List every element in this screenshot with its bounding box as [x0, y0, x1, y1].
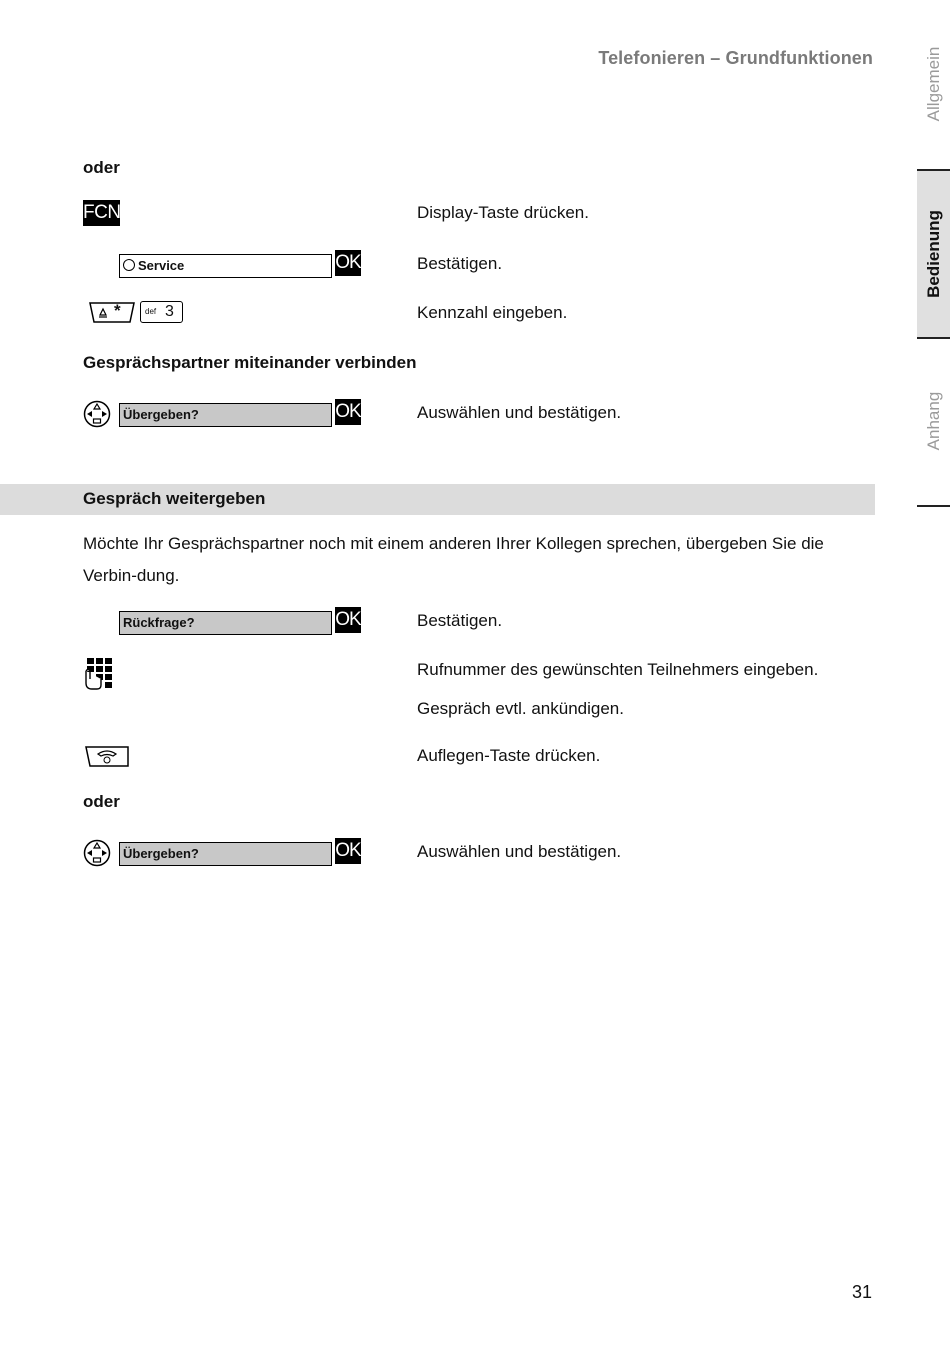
- display-service: [119, 254, 332, 278]
- code-instruction: Kennzahl eingeben.: [417, 303, 568, 322]
- select-confirm-instruction-2: Auswählen und bestätigen.: [417, 842, 622, 861]
- hangup-instruction: Auflegen-Taste drücken.: [417, 746, 601, 765]
- ok-key-icon-3: OK: [335, 607, 361, 633]
- three-glyph: 3: [165, 303, 174, 320]
- announce-instruction: Gespräch evtl. ankündigen.: [417, 699, 624, 718]
- oder-label-2: oder: [83, 792, 120, 811]
- fcn-instruction: Display-Taste drücken.: [417, 203, 589, 222]
- display-uebergeben-1: Übergeben?: [119, 403, 332, 427]
- def-glyph: def: [145, 307, 157, 316]
- navigation-key-icon-2: [83, 839, 111, 867]
- star-glyph: *: [114, 301, 121, 320]
- three-key-icon: [140, 301, 183, 323]
- select-confirm-instruction-1: Auswählen und bestätigen.: [417, 403, 622, 422]
- section-heading-bar: [0, 484, 875, 515]
- page-header-title: Telefonieren – Grundfunktionen: [598, 48, 873, 68]
- ok-key-icon-4: OK: [335, 838, 361, 864]
- section-paragraph: Möchte Ihr Gesprächspartner noch mit einem anderen Ihrer Kollegen sprechen, übergeben Sie die Verbin-dung.: [83, 534, 824, 585]
- tab-anhang-label: Anhang: [923, 391, 943, 451]
- fcn-key-icon: FCN: [83, 200, 120, 226]
- ok-key-icon-2: OK: [335, 399, 361, 425]
- display-uebergeben-2: Übergeben?: [119, 842, 332, 866]
- tab-allgemein-label: Allgemein: [923, 46, 943, 122]
- oder-label-1: oder: [83, 158, 120, 177]
- navigation-key-icon: [83, 400, 111, 428]
- rueckfrage-instruction: Bestätigen.: [417, 611, 503, 630]
- star-key-icon: [88, 301, 136, 324]
- tab-anhang[interactable]: [917, 339, 950, 507]
- tab-bedienung-label: Bedienung: [923, 210, 943, 298]
- keypad-icon: [83, 657, 115, 691]
- service-instruction: Bestätigen.: [417, 254, 503, 273]
- ok-key-icon: OK: [335, 250, 361, 276]
- page-number: 31: [851, 1282, 872, 1302]
- number-instruction: Rufnummer des gewünschten Teilnehmers eingeben.: [417, 660, 819, 679]
- display-rueckfrage: Rückfrage?: [119, 611, 332, 635]
- tab-allgemein[interactable]: [917, 0, 950, 168]
- display-service-text: Service: [138, 258, 185, 273]
- circle-icon: [123, 259, 135, 271]
- connect-heading: Gesprächspartner miteinander verbinden: [83, 353, 417, 372]
- hang-up-key-icon: [84, 745, 130, 768]
- tab-bedienung[interactable]: [917, 169, 950, 339]
- section-heading: Gespräch weitergeben: [83, 489, 266, 508]
